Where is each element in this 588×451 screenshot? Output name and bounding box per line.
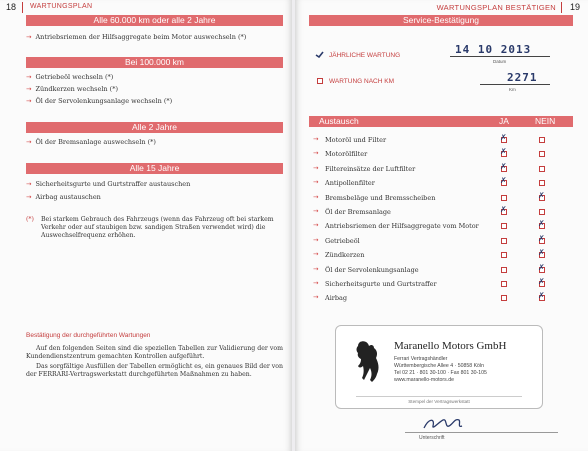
row-label: Antipollenfilter [325,179,375,188]
confirm-title: Bestätigung der durchgeführten Wartungen [26,332,151,339]
table-row [309,191,573,206]
table-row [309,291,573,306]
arrow-icon: → [26,33,32,41]
cross-mark-icon: ✗ [538,219,545,229]
arrow-icon: → [313,163,319,172]
arrow-icon: → [313,293,319,302]
row-label: Öl der Servolenkungsanlage [325,265,419,274]
signature-line [405,432,558,433]
row-label: Zündkerzen [325,251,365,260]
arrow-icon: → [313,264,319,273]
row-label: Airbag [325,294,348,303]
cross-mark-icon: ✗ [500,147,507,157]
cross-mark-icon: ✗ [538,277,545,286]
ja-checkbox [501,238,507,244]
table-row [309,277,573,292]
stamp-line-1: Ferrari Vertragshändler [394,356,448,362]
list-item: → Antriebsriemen der Hilfsaggregate beim Motor auswechseln (*) [26,33,247,41]
column-header-ja: JA [499,116,509,126]
cross-mark-icon: ✗ [500,133,507,142]
cross-mark-icon: ✗ [500,161,507,171]
dealer-stamp [335,325,543,409]
right-page [295,0,588,451]
stamp-company: Maranello Motors GmbH [394,340,507,352]
list-item: → Öl der Servolenkungsanlage wechseln (*) [26,97,173,105]
nein-checkbox [539,180,545,186]
right-header [295,0,588,16]
section-bar-15-jahre: Alle 15 Jahre [26,163,283,174]
row-label: Getriebeöl [325,236,360,245]
nein-checkbox [539,137,545,143]
stamp-line-3: Tel 02 21 · 801 30-100 · Fax 801 30-105 [394,370,487,376]
table-row [309,133,573,148]
arrow-icon: → [26,85,32,93]
date-value: 14 10 2013 [455,43,532,56]
list-item: → Sicherheitsgurte und Gurtstraffer austauschen [26,180,191,188]
row-label: Motorölfilter [325,150,368,159]
arrow-icon: → [313,149,319,158]
footnote-marker: (*) [26,216,34,223]
arrow-icon: → [313,235,319,244]
list-item: → Zündkerzen wechseln (*) [26,85,118,93]
row-label: Sicherheitsgurte und Gurtstraffer [325,280,437,288]
stamp-caption: Stempel der Vertragswerkstatt [408,399,470,404]
section-bar-100000: Bei 100.000 km [26,57,283,68]
service-bar: Service-Bestätigung [309,15,573,26]
cross-mark-icon: ✗ [538,291,545,301]
table-row [309,219,573,234]
nein-checkbox [539,151,545,157]
cross-mark-icon: ✗ [500,205,507,214]
km-maintenance-label: WARTUNG NACH KM [329,78,394,85]
section-bar-60000: Alle 60.000 km oder alle 2 Jahre [26,15,283,26]
checkmark-icon [315,51,324,58]
page-number: 18 [6,2,17,12]
table-row [309,147,573,162]
table-row [309,176,573,191]
arrow-icon: → [26,180,32,188]
ja-checkbox [501,281,507,287]
list-item: → Airbag austauschen [26,193,101,201]
list-item: → Öl der Bremsanlage auswechseln (*) [26,138,156,146]
arrow-icon: → [26,73,32,81]
ja-checkbox [501,295,507,301]
arrow-icon: → [26,193,32,201]
km-sublabel: Km [509,87,516,92]
arrow-icon: → [313,178,319,187]
ja-checkbox [501,252,507,258]
running-header: WARTUNGSPLAN BESTÄTIGEN [436,3,556,12]
arrow-icon: → [26,138,32,146]
table-row [309,248,573,263]
cross-mark-icon: ✗ [538,190,545,200]
stamp-line-4: www.maranello-motors.de [394,377,454,383]
ja-checkbox [501,223,507,229]
row-label: Bremsbeläge und Bremsscheiben [325,193,436,202]
footnote-text: Bei starkem Gebrauch des Fahrzeugs (wenn das Fahrzeug oft bei starkem Verkehr oder auf staubigen bzw. sandigen Straßen verwendet wird) die Auswechselfrequenz erhöhen. [41,216,274,240]
arrow-icon: → [313,250,319,259]
left-header [0,0,292,16]
table-row [309,205,573,220]
table-row [309,263,573,278]
list-item: → Getriebeöl wechseln (*) [26,73,114,81]
signature-scribble [421,414,465,434]
stamp-line-2: Württembergische Allee 4 · 50858 Köln [394,363,484,369]
row-label: Motoröl und Filter [325,136,387,144]
section-bar-2-jahre: Alle 2 Jahre [26,122,283,133]
cross-mark-icon: ✗ [538,233,545,243]
left-page [0,0,292,451]
header-divider [22,2,23,13]
arrow-icon: → [313,279,319,287]
nein-checkbox [539,209,545,215]
page-number: 19 [569,2,580,12]
row-label: Öl der Bremsanlage [325,208,391,216]
annual-maintenance-label: JÄHRLICHE WARTUNG [329,52,401,59]
cross-mark-icon: ✗ [538,248,545,258]
stamp-divider [356,396,522,397]
nein-checkbox [539,166,545,172]
ja-checkbox [501,195,507,201]
table-header [309,116,573,127]
column-header-austausch: Austausch [319,116,359,126]
arrow-icon: → [313,135,319,143]
arrow-icon: → [26,97,32,105]
paragraph-2: Das sorgfältige Ausfüllen der Tabellen ermöglicht es, ein genaues Bild der von der FERRARI-Vertragswerkstatt durchgeführten Maßnahmen zu haben. [26,363,283,379]
column-header-nein: NEIN [535,116,556,126]
running-header: WARTUNGSPLAN [30,3,93,10]
row-label: Filtereinsätze der Luftfilter [325,164,416,173]
arrow-icon: → [313,221,319,230]
cross-mark-icon: ✗ [500,176,507,186]
arrow-icon: → [313,192,319,201]
km-checkbox [317,78,323,84]
prancing-horse-logo [350,338,386,384]
km-value: 2271 [507,71,538,84]
header-divider [561,2,562,13]
row-label: Antriebsriemen der Hilfsaggregate vom Motor [325,222,479,231]
table-row [309,234,573,249]
paragraph-1: Auf den folgenden Seiten sind die speziellen Tabellen zur Validierung der vom Kundendienstzentrum gemachten Kontrollen aufgeführt. [26,345,283,361]
table-row [309,162,573,177]
ja-checkbox [501,267,507,273]
cross-mark-icon: ✗ [538,262,545,272]
date-sublabel: Datum [493,59,507,64]
arrow-icon: → [313,207,319,215]
signature-label: Unterschrift [419,435,445,441]
